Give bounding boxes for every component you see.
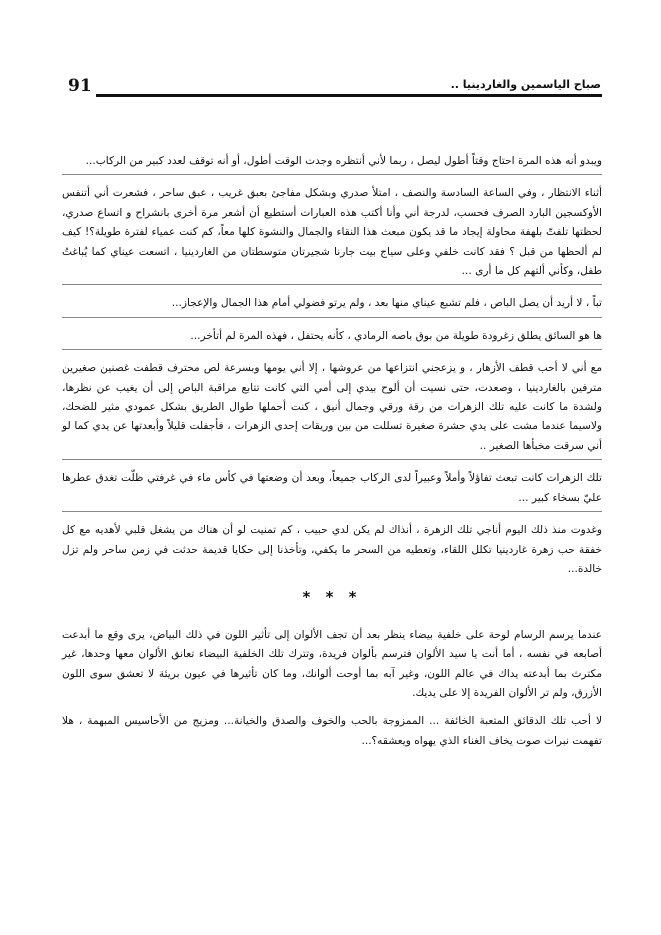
paragraph: ها هو السائق يطلق زغرودة طويلة من بوق باصه الرمادي ، كأنه يحتفل ، فهذه المرة لم أتأخر...	[62, 327, 602, 350]
paragraph: لا أحب تلك الدقائق المتعبة الخائفة ... الممزوجة بالحب والخوف والصدق والخيانة... ومزيج من الأحاسيس المبهمة ، هلا تفهمت نبرات صوت يخاف الغناء الذي يهواه ويعشقه؟...	[62, 715, 602, 747]
paragraph: ويبدو أنه هذه المرة احتاج وقتاً أطول ليصل ، ربما لأني أنتظره وجدت الوقت أطول، أو أنه توقف لعدد كبير من الركاب...	[62, 152, 602, 175]
header-rule	[96, 94, 602, 97]
paragraph: أثناء الانتظار ، وفي الساعة السادسة والنصف ، امتلأ صدري وبشكل مفاجئ بعبق غريب ، عبق ساحر ، فشعرت أني أتنفس الأوكسجين البارد الصرف فحسب، لدرجة أني وأنا أكتب هذه العبارات أستطيع أن أشعر مرة أخرى بانشراح و اتساع صدري، لحظتها تلفتّ بلهفة محاولة إيجاد ما قد يكون مبعث هذا النقاء والجمال والنشوة كلها معاً، كم كنت عمياء لفترة طويلة؟! كيف لم ألحظها من قبل ؟ فقد كانت خلفي وعلى سياج بيت جارنا شجيرتان متوسطتان من الغاردينيا ، اتسعت عيناي كما يُباغتُ طفل، وكأني ألتهم كل ما أرى ...	[62, 184, 602, 285]
paragraph: تلك الزهرات كانت تبعث تفاؤلاً وأملاً وعبيراً لدى الركاب جميعاً، وبعد أن وضعتها في كأس ماء في غرفتي ظلّت تغدق عطرها عليّ بسخاء كبير ...	[62, 469, 602, 512]
page-body	[62, 152, 602, 760]
paragraph: تباً ، لا أريد أن يصل الباص ، فلم تشبع عيناي منها بعد ، ولم يرتو فضولي أمام هذا الجمال والإعجاز...	[62, 294, 602, 317]
section-separator: * * *	[302, 588, 362, 607]
page-number: 91	[68, 76, 92, 96]
paragraph: عندما يرسم الرسام لوحة على خلفية بيضاء ينظر بعد أن تجف الألوان إلى تأثير اللون في ذلك البياض، يرى وقع ما أبدعت أصابعه في نفسه ، أما أنت يا سيد الألوان فترسم بألوان فريدة، وتترك تلك الخلفية البيضاء تعانق الألوان معها وحدها، غير مكترث بما أبدعته يداك في عالم اللون، وغير آبه بما أوحت ألوانك، وما كان تأثيرها في عيون بريئة لا تعشق سوى اللون الأزرق، ولم تر الألوان الفريدة إلا على يديك.	[62, 628, 602, 699]
running-header-title: صباح الياسمين والغاردينيا ..	[450, 78, 601, 91]
paragraph: مع أني لا أحب قطف الأزهار ، و يزعجني انتزاعها من عروشها ، إلا أني يومها وبسرعة لص محترف قطفت غصنين صغيرين مترفين بالغاردينيا ، وصعدت، حتى نسيت أن ألوح بيدي إلى أمي التي كانت تتابع مراقبة الباص إلى أن يغيب عن نظرها، ولشدة ما كانت عليه تلك الزهرات من رقة ورقي وجمال أنيق ، كنت أحملها طوال الطريق بشكل عمودي مثير للضحك، ولاسيما عندما مشت على يدي حشرة صغيرة تسللت من بين وريقات إحدى الزهرات ، فأجفلت قليلاً وأبعدتها عن يدي كما لو أني سرقت مخبأها الصغير ..	[62, 359, 602, 460]
paragraph: وغدوت منذ ذلك اليوم أناجي تلك الزهرة ، أنذاك لم يكن لدي حبيب ، كم تمنيت لو أن هناك من يشغل قلبي لأهديه مع كل خفقة حب زهرة غاردينيا تكلل اللقاء، وتعطيه من السحر ما يكفي، وتأخذنا إلى حكايا قديمة حدثت في زمن ساحر ولم تزل خالدة...	[62, 524, 602, 575]
